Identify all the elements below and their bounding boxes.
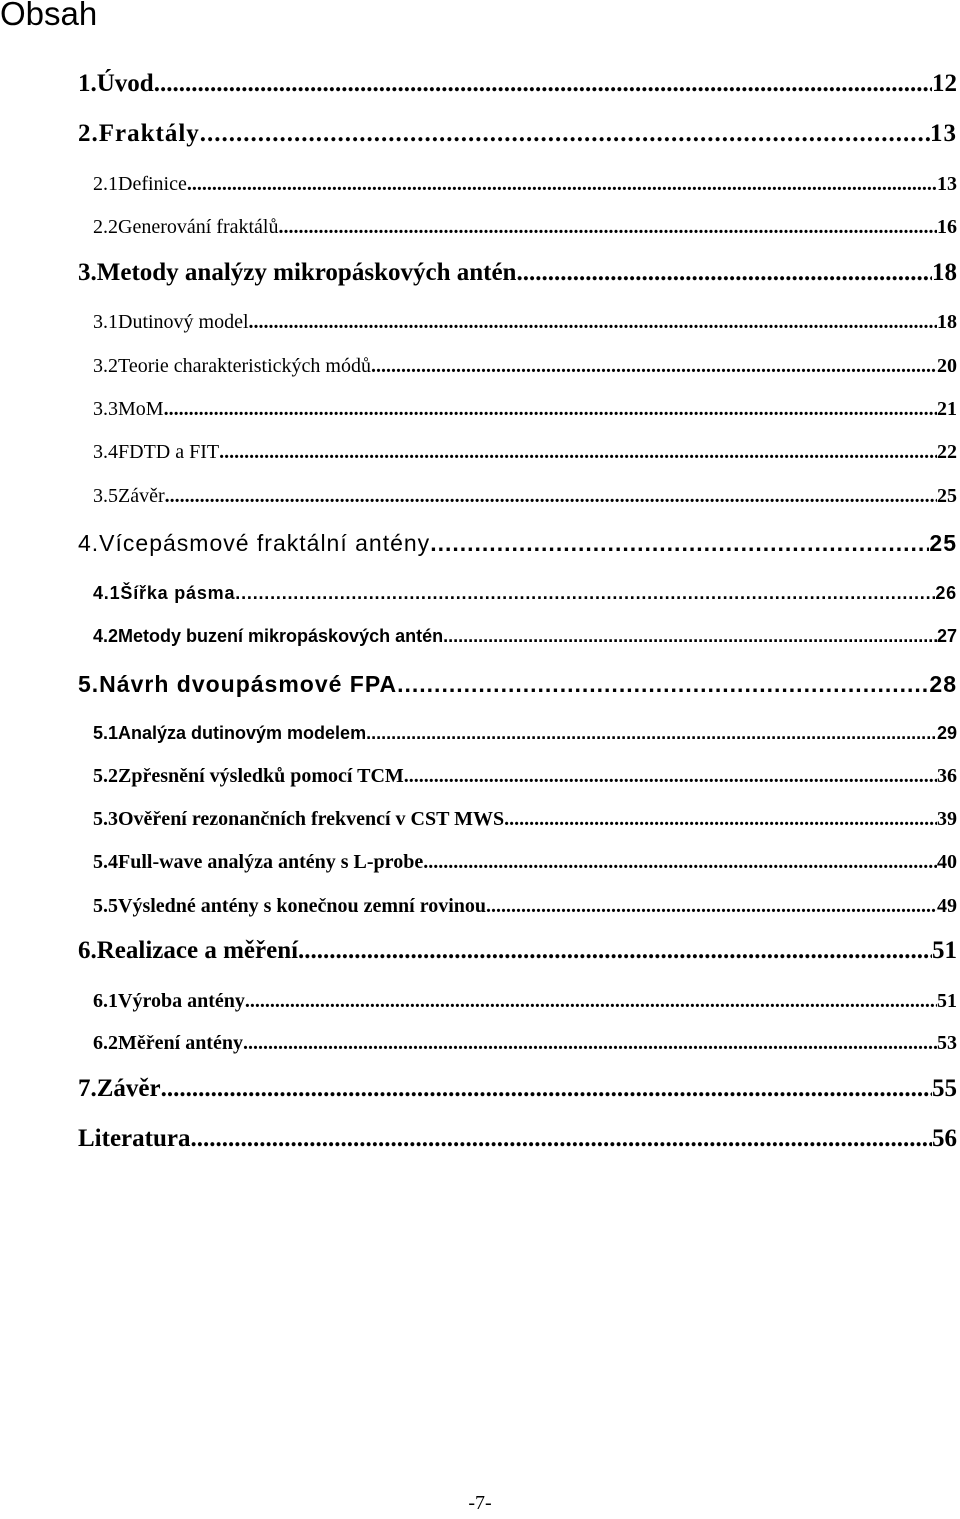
toc-entry-label: 5.2Zpřesnění výsledků pomocí TCM xyxy=(93,765,404,787)
leader-dots xyxy=(404,765,937,788)
toc-entry-page: 49 xyxy=(937,895,957,917)
toc-entry-label: 3.Metody analýzy mikropáskových antén xyxy=(78,259,517,286)
toc-entry-label: 2.1Definice xyxy=(93,173,187,195)
toc-entry-analyza-dutinovym-modelem[interactable] xyxy=(93,723,957,744)
toc-entry-label: 5.1Analýza dutinovým modelem xyxy=(93,723,367,743)
toc-entry-page: 21 xyxy=(937,398,957,420)
toc-entry-page: 25 xyxy=(937,485,957,507)
leader-dots xyxy=(278,216,937,239)
toc-entry-full-wave[interactable] xyxy=(93,851,957,874)
leader-dots xyxy=(154,70,932,98)
toc-entry-label: 2.2Generování fraktálů xyxy=(93,216,279,238)
leader-dots xyxy=(243,1032,937,1055)
toc-entry-dutinovy-model[interactable] xyxy=(93,311,957,334)
toc-entry-uvod[interactable] xyxy=(78,70,957,98)
toc-entry-page: 22 xyxy=(937,441,957,463)
toc-entry-page: 51 xyxy=(937,990,957,1012)
toc-entry-realizace-mereni[interactable] xyxy=(78,937,957,965)
toc-entry-label: 4.2Metody buzení mikropáskových antén xyxy=(93,626,444,646)
toc-entry-label: 5.5Výsledné antény s konečnou zemní rovinou xyxy=(93,895,487,917)
leader-dots xyxy=(430,530,929,557)
toc-entry-page: 18 xyxy=(932,259,957,286)
leader-dots xyxy=(371,355,937,378)
leader-dots xyxy=(187,173,937,196)
toc-entry-label: 2.Fraktály xyxy=(78,120,200,147)
leader-dots xyxy=(161,1075,932,1103)
toc-entry-generovani-fraktalu[interactable] xyxy=(93,216,957,239)
toc-entry-metody-buzeni[interactable] xyxy=(93,626,957,647)
toc-entry-page: 25 xyxy=(929,530,957,556)
toc-entry-definice[interactable] xyxy=(93,173,957,196)
toc-entry-page: 18 xyxy=(937,311,957,333)
leader-dots xyxy=(443,626,937,647)
toc-entry-label: 6.2Měření antény xyxy=(93,1032,243,1054)
leader-dots xyxy=(245,990,937,1013)
leader-dots xyxy=(486,895,937,918)
toc-entry-page: 16 xyxy=(937,216,957,238)
toc-entry-fdtd-fit[interactable] xyxy=(93,441,957,464)
toc-entry-vysledne-anteny[interactable] xyxy=(93,895,957,918)
leader-dots xyxy=(165,485,937,508)
leader-dots xyxy=(235,583,935,604)
toc-entry-page: 53 xyxy=(937,1032,957,1054)
toc-entry-page: 51 xyxy=(932,937,957,964)
toc-entry-label: 3.1Dutinový model xyxy=(93,311,249,333)
toc-entry-label: 3.3MoM xyxy=(93,398,164,420)
toc-entry-sirka-pasma[interactable] xyxy=(93,583,957,604)
toc-entry-page: 27 xyxy=(936,626,957,646)
toc-entry-page: 56 xyxy=(932,1125,957,1152)
page-title: Obsah xyxy=(0,0,98,32)
toc-entry-page: 28 xyxy=(929,671,957,697)
toc-entry-fraktaly[interactable] xyxy=(78,120,957,148)
leader-dots xyxy=(219,441,937,464)
toc-entry-page: 55 xyxy=(932,1075,957,1102)
leader-dots xyxy=(366,723,937,744)
toc-entry-page: 12 xyxy=(932,70,957,97)
toc-entry-page: 20 xyxy=(937,355,957,377)
toc-entry-page: 39 xyxy=(937,808,957,830)
toc-entry-label: 5.Návrh dvoupásmové FPA xyxy=(78,671,398,697)
toc-entry-page: 13 xyxy=(930,120,957,147)
leader-dots xyxy=(504,808,937,831)
toc-entry-label: 4.1Šířka pásma xyxy=(93,583,236,603)
toc-entry-navrh-fpa[interactable] xyxy=(78,671,957,698)
toc-entry-mom[interactable] xyxy=(93,398,957,421)
toc-entry-mereni-anteny[interactable] xyxy=(93,1032,957,1055)
page-number: -7- xyxy=(468,1492,492,1514)
toc-entry-page: 36 xyxy=(937,765,957,787)
leader-dots xyxy=(516,259,932,287)
toc-entry-page: 29 xyxy=(936,723,957,743)
leader-dots xyxy=(298,937,932,965)
toc-entry-page: 13 xyxy=(937,173,957,195)
toc-entry-label: 6.1Výroba antény xyxy=(93,990,245,1012)
toc-entry-label: Literatura xyxy=(78,1125,191,1152)
toc-entry-label: 5.3Ověření rezonančních frekvencí v CST MWS xyxy=(93,808,505,830)
toc-entry-zpresneni-tcm[interactable] xyxy=(93,765,957,788)
toc-entry-label: 1.Úvod xyxy=(78,70,154,97)
toc-entry-label: 6.Realizace a měření xyxy=(78,937,299,964)
leader-dots xyxy=(397,671,929,698)
toc-entry-zaver-3[interactable] xyxy=(93,485,957,508)
toc-entry-label: 3.4FDTD a FIT xyxy=(93,441,220,463)
leader-dots xyxy=(249,311,937,334)
leader-dots xyxy=(190,1125,932,1153)
leader-dots xyxy=(423,851,937,874)
leader-dots xyxy=(200,120,930,148)
toc-entry-overeni-cst[interactable] xyxy=(93,808,957,831)
toc-entry-label: 4.Vícepásmové fraktální antény xyxy=(78,530,431,556)
toc-entry-label: 3.2Teorie charakteristických módů xyxy=(93,355,371,377)
toc-entry-page: 26 xyxy=(935,583,957,603)
leader-dots xyxy=(164,398,937,421)
toc-entry-label: 7.Závěr xyxy=(78,1075,161,1102)
toc-entry-page: 40 xyxy=(937,851,957,873)
toc-entry-label: 5.4Full-wave analýza antény s L-probe xyxy=(93,851,424,873)
toc-entry-label: 3.5Závěr xyxy=(93,485,165,507)
toc-entry-zaver[interactable] xyxy=(78,1075,957,1103)
toc-entry-vyroba-anteny[interactable] xyxy=(93,990,957,1013)
toc-entry-literatura[interactable] xyxy=(78,1125,957,1153)
toc-entry-vicepasmove-anteny[interactable] xyxy=(78,530,957,557)
toc-entry-teorie-modu[interactable] xyxy=(93,355,957,378)
toc-entry-metody-analyzy[interactable] xyxy=(78,259,957,287)
